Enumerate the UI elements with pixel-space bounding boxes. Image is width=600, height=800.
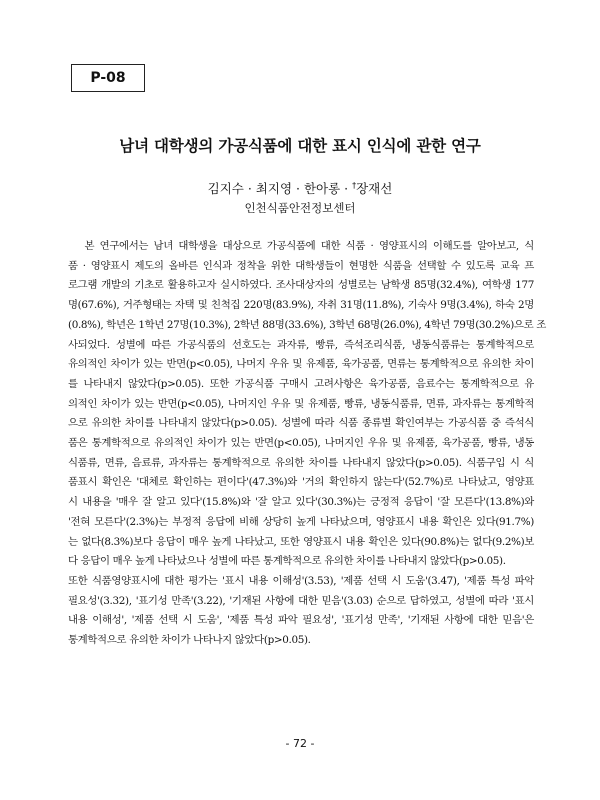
abstract-line: 품은 통계학적으로 유의적인 차이가 있는 반면(p<0.05), 나머지인 우유 및 유제품, 육가공품, 빵류, 냉동 xyxy=(68,437,534,450)
page-number: - 72 - xyxy=(285,737,315,750)
abstract-line: 본 연구에서는 남녀 대학생을 대상으로 가공식품에 대한 식품 · 영양표시의 이해도를 알아보고, 식 xyxy=(68,240,534,252)
poster-code: P-08 xyxy=(90,70,126,86)
abstract-line: 로그램 개발의 기초로 활용하고자 실시하였다. 조사대상자의 성별로는 남학생 85명(32.4%), 여학생 177 xyxy=(68,279,534,292)
abstract-line: '전혀 모른다'(2.3%)는 부정적 응답에 비해 상당히 높게 나타났으며, 영양표시 내용 확인은 있다(91.7%) xyxy=(68,515,534,528)
paper-title: 남녀 대학생의 가공식품에 대한 표시 인식에 관한 연구 xyxy=(119,137,481,155)
abstract-line: 의적인 차이가 있는 반면(p<0.05), 나머지인 우유 및 유제품, 빵류, 냉동식품류, 면류, 과자류는 통계학적 xyxy=(68,397,534,410)
affiliation: 인천식품안전정보센터 xyxy=(244,201,356,215)
abstract-line: 또한 식품영양표시에 대한 평가는 '표시 내용 이해성'(3.53), '제품 선택 시 도움'(3.47), '제품 특성 파악 xyxy=(68,574,534,587)
abstract-line: (0.8%), 학년은 1학년 27명(10.3%), 2학년 88명(33.6%), 3학년 68명(26.0%), 4학년 79명(30.2%)으로 조 xyxy=(68,318,546,331)
abstract-line: 는 없다(8.3%)보다 응답이 매우 높게 나타났고, 또한 영양표시 내용 확인은 있다(90.8%)는 없다(9.2%)보 xyxy=(68,535,534,548)
abstract-line: 필요성'(3.32), '표기성 만족'(3.22), '기재된 사항에 대한 믿음'(3.03) 순으로 답하였고, 성별에 따라 '표시 xyxy=(68,594,534,607)
abstract-line: 를 나타내지 않았다(p>0.05). 또한 가공식품 구매시 고려사항은 육가공품, 음료수는 통계학적으로 유 xyxy=(68,377,534,390)
abstract-line: 내용 이해성', '제품 선택 시 도움', '제품 특성 파악 필요성', '표기성 만족', '기재된 사항에 대한 믿음'은 xyxy=(68,614,534,627)
abstract-line: 시 내용을 '매우 잘 알고 있다'(15.8%)와 '잘 알고 있다'(30.3%)는 긍정적 응답이 '잘 모른다'(13.8%)와 xyxy=(68,496,534,509)
abstract-line: 통계학적으로 유의한 차이가 나타나지 않았다(p>0.05). xyxy=(68,634,311,647)
corresponding-author-name: 장재선 xyxy=(356,181,393,196)
abstract-line: 으로 유의한 차이를 나타내지 않았다(p>0.05). 성별에 따라 식품 종류별 확인여부는 가공식품 중 즉석식 xyxy=(68,417,534,430)
corresponding-author-mark: † xyxy=(352,181,357,190)
author-names: 김지수 · 최지영 · 한아롱 · xyxy=(207,181,353,196)
abstract-line: 품 · 영양표시 제도의 올바른 인식과 정착을 위한 대학생들이 현명한 식품을 선택할 수 있도록 교육 프 xyxy=(68,259,534,272)
abstract-line: 유의적인 차이가 있는 반면(p<0.05), 나머지 우유 및 유제품, 육가공품, 면류는 통계학적으로 유의한 차이 xyxy=(68,358,534,371)
abstract-line: 명(67.6%), 거주형태는 자택 및 친척집 220명(83.9%), 자취 31명(11.8%), 기숙사 9명(3.4%), 하숙 2명 xyxy=(68,299,534,312)
abstract-line: 식품류, 면류, 음료류, 과자류는 통계학적으로 유의한 차이를 나타내지 않았다(p>0.05). 식품구입 시 식 xyxy=(68,456,534,469)
abstract-line: 사되었다. 성별에 따른 가공식품의 선호도는 과자류, 빵류, 즉석조리식품, 냉동식품류는 통계학적으로 xyxy=(68,338,534,351)
poster-code-box xyxy=(71,64,145,92)
abstract-body xyxy=(68,237,546,651)
author-list xyxy=(60,179,540,197)
abstract-line: 다 응답이 매우 높게 나타났으나 성별에 따른 통계학적으로 유의한 차이를 나타내지 않았다(p>0.05). xyxy=(68,555,506,568)
abstract-line: 품표시 확인은 '대체로 확인하는 편이다'(47.3%)와 '거의 확인하지 않는다'(52.7%)로 나타났고, 영양표 xyxy=(68,476,534,489)
